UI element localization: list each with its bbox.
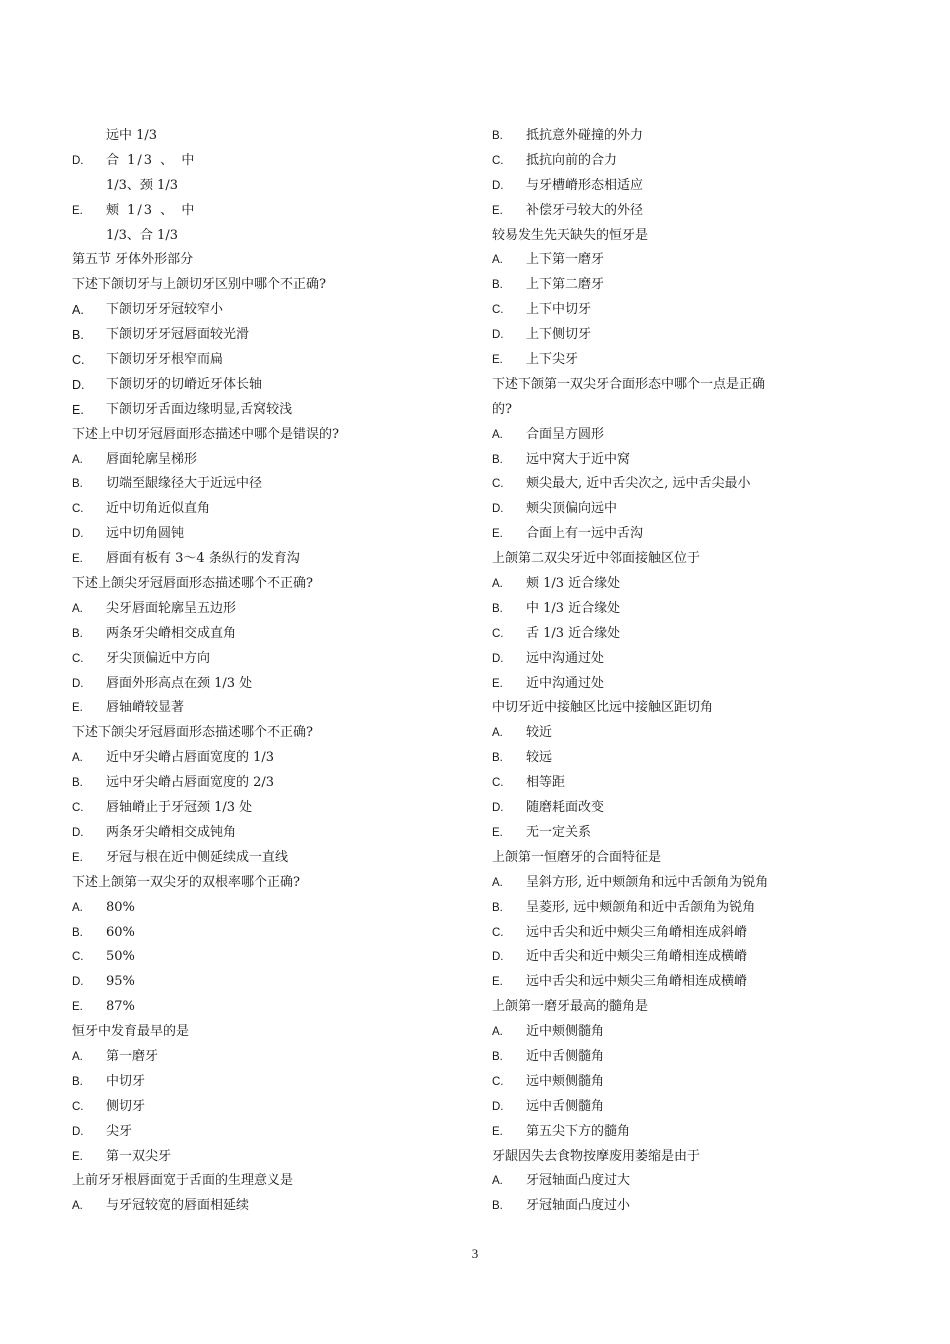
option-text: 较远 [526, 750, 553, 766]
question-text: 下述上颌尖牙冠唇面形态描述哪个不正确? [72, 576, 313, 592]
question-text: 恒牙中发育最早的是 [72, 1024, 190, 1040]
question-text: 中切牙近中接触区比远中接触区距切角 [492, 700, 714, 716]
answer-option [492, 348, 892, 373]
option-text: 下颌切牙牙根窄而扁 [106, 352, 224, 368]
answer-option [492, 149, 892, 174]
option-text: 上下第二磨牙 [526, 277, 605, 293]
answer-option [492, 1020, 892, 1045]
option-letter: E. [492, 1125, 503, 1138]
question-text: 下述上颌第一双尖牙的双根率哪个正确? [72, 874, 300, 890]
option-continuation: 1/3、颈 1/3 [106, 177, 178, 193]
option-letter: D. [492, 503, 504, 516]
answer-option [492, 771, 892, 796]
answer-option [72, 149, 452, 174]
answer-option [72, 348, 452, 373]
answer-option [72, 672, 452, 697]
option-letter: A. [72, 1050, 83, 1063]
answer-option [492, 199, 892, 224]
option-text: 下颌切牙舌面边缘明显,舌窝较浅 [106, 401, 293, 417]
option-letter: E. [492, 204, 503, 217]
answer-option [492, 1045, 892, 1070]
option-letter: B. [492, 602, 503, 615]
answer-option [72, 970, 452, 995]
question-text: 下述下颌尖牙冠唇面形态描述哪个不正确? [72, 725, 313, 741]
option-text: 牙冠轴面凸度过小 [526, 1198, 631, 1214]
answer-option [492, 622, 892, 647]
option-letter: C. [72, 802, 84, 815]
answer-option [492, 871, 892, 896]
answer-option [492, 1070, 892, 1095]
option-letter: A. [72, 453, 83, 466]
option-text: 下颌切牙的切嵴近牙体长轴 [106, 376, 263, 392]
option-letter: C. [492, 154, 504, 167]
answer-option [492, 522, 892, 547]
question-text: 牙龈因失去食物按摩废用萎缩是由于 [492, 1148, 701, 1164]
option-letter: C. [72, 1100, 84, 1113]
option-text: 颊 1/3 、 中 [106, 202, 197, 218]
option-text: 颊尖顶偏向远中 [526, 501, 618, 517]
option-letter: A. [72, 901, 83, 914]
option-letter: D. [492, 179, 504, 192]
option-letter: C. [72, 652, 84, 665]
answer-option [72, 1070, 452, 1095]
option-letter: A. [492, 1026, 503, 1039]
option-text: 中切牙 [106, 1073, 146, 1089]
answer-option [492, 1169, 892, 1194]
option-text: 中 1/3 近合缘处 [526, 600, 621, 616]
option-letter: B. [492, 279, 503, 292]
option-text: 两条牙尖嵴相交成钝角 [106, 824, 237, 840]
option-text: 合 1/3 、 中 [106, 152, 197, 168]
option-letter: A. [492, 578, 503, 591]
option-letter: E. [72, 851, 83, 864]
option-letter: D. [72, 154, 84, 167]
answer-option [72, 746, 452, 771]
answer-option [492, 597, 892, 622]
option-letter: C. [492, 478, 504, 491]
option-text: 抵抗向前的合力 [526, 152, 618, 168]
answer-option [72, 945, 452, 970]
answer-option [72, 1095, 452, 1120]
option-letter: C. [72, 353, 85, 368]
option-text: 牙冠与根在近中侧延续成一直线 [106, 849, 289, 865]
answer-option [72, 497, 452, 522]
option-letter: C. [492, 627, 504, 640]
option-letter: B. [492, 1200, 503, 1213]
option-letter: A. [492, 1175, 503, 1188]
option-letter: B. [72, 478, 83, 491]
option-letter: D. [492, 951, 504, 964]
option-text: 抵抗意外碰撞的外力 [526, 128, 644, 143]
answer-option [492, 497, 892, 522]
option-letter: C. [72, 951, 84, 964]
option-letter: E. [72, 204, 83, 217]
answer-option [72, 1145, 452, 1170]
answer-option [72, 1120, 452, 1145]
answer-option [72, 821, 452, 846]
question-text: 下述下颌切牙与上颌切牙区别中哪个不正确? [72, 277, 326, 293]
answer-option [72, 771, 452, 796]
answer-option [72, 448, 452, 473]
option-text: 50% [106, 949, 135, 965]
option-letter: B. [72, 777, 83, 790]
option-letter: E. [72, 553, 83, 566]
option-letter: A. [72, 1200, 83, 1213]
option-letter: E. [492, 826, 503, 839]
question-text: 第五节 牙体外形部分 [72, 252, 194, 268]
option-text: 下颌切牙牙冠唇面较光滑 [106, 327, 250, 343]
option-text: 牙尖顶偏近中方向 [106, 650, 211, 666]
answer-option [492, 721, 892, 746]
answer-option [72, 647, 452, 672]
option-text: 唇面有板有 3～4 条纵行的发育沟 [106, 551, 300, 567]
question-text: 上颌第一恒磨牙的合面特征是 [492, 849, 662, 865]
option-text: 颊 1/3 近合缘处 [526, 576, 621, 592]
answer-option [492, 896, 892, 921]
answer-option [492, 298, 892, 323]
option-text: 舌 1/3 近合缘处 [526, 625, 621, 641]
option-letter: D. [492, 652, 504, 665]
option-text: 切端至龈缘径大于近远中径 [106, 476, 263, 492]
answer-option [492, 796, 892, 821]
option-text: 近中牙尖嵴占唇面宽度的 1/3 [106, 750, 275, 766]
option-text: 近中舌尖和近中颊尖三角嵴相连成横嵴 [526, 949, 748, 965]
option-letter: C. [492, 1075, 504, 1088]
option-text: 第五尖下方的髓角 [526, 1123, 631, 1139]
option-text: 呈斜方形, 近中颊颌角和远中舌颌角为锐角 [526, 874, 769, 890]
option-letter: A. [492, 727, 503, 740]
answer-option [72, 199, 452, 224]
answer-option [492, 472, 892, 497]
right-column [492, 124, 892, 1219]
option-text: 牙冠轴面凸度过大 [526, 1173, 631, 1189]
option-letter: D. [72, 528, 84, 541]
answer-option [72, 622, 452, 647]
option-text: 尖牙唇面轮廓呈五边形 [106, 600, 237, 616]
option-text: 侧切牙 [106, 1098, 146, 1114]
answer-option [492, 921, 892, 946]
question-text: 上颌第一磨牙最高的髓角是 [492, 999, 649, 1015]
answer-option [492, 672, 892, 697]
option-text: 颊尖最大, 近中舌尖次之, 远中舌尖最小 [526, 476, 751, 492]
option-letter: A. [492, 254, 503, 267]
question-text: 上颌第二双尖牙近中邻面接触区位于 [492, 551, 701, 567]
option-text: 近中颊侧髓角 [526, 1024, 605, 1040]
answer-option [492, 647, 892, 672]
option-continuation: 远中 1/3 [106, 128, 158, 143]
answer-option [492, 124, 892, 149]
answer-option [72, 522, 452, 547]
option-letter: C. [492, 926, 504, 939]
option-letter: A. [492, 428, 503, 441]
option-letter: B. [492, 453, 503, 466]
answer-option [492, 448, 892, 473]
answer-option [72, 921, 452, 946]
option-letter: A. [492, 876, 503, 889]
option-letter: E. [492, 528, 503, 541]
option-letter: D. [72, 976, 84, 989]
answer-option [72, 796, 452, 821]
answer-option [492, 248, 892, 273]
option-letter: D. [492, 802, 504, 815]
answer-option [72, 398, 452, 423]
question-text: 下述下颌第一双尖牙合面形态中哪个一点是正确 [492, 376, 766, 392]
option-letter: B. [492, 901, 503, 914]
answer-option [72, 298, 452, 323]
option-letter: B. [492, 1050, 503, 1063]
option-letter: E. [72, 402, 84, 417]
option-text: 下颌切牙牙冠较窄小 [106, 302, 224, 318]
option-letter: B. [492, 130, 503, 142]
page-number: 3 [471, 1246, 479, 1261]
option-text: 远中颊侧髓角 [526, 1073, 605, 1089]
option-text: 远中舌尖和近中颊尖三角嵴相连成斜嵴 [526, 924, 748, 940]
option-letter: B. [72, 627, 83, 640]
option-text: 上下第一磨牙 [526, 252, 605, 268]
option-text: 唇轴嵴止于牙冠颈 1/3 处 [106, 800, 253, 816]
option-letter: A. [72, 303, 84, 318]
option-letter: D. [72, 677, 84, 690]
option-text: 上下中切牙 [526, 302, 592, 318]
option-text: 尖牙 [106, 1123, 133, 1139]
option-text: 远中沟通过处 [526, 650, 605, 666]
option-letter: D. [492, 1100, 504, 1113]
option-text: 远中舌侧髓角 [526, 1098, 605, 1114]
option-letter: E. [492, 677, 503, 690]
option-continuation: 1/3、合 1/3 [106, 227, 178, 243]
answer-option [492, 1194, 892, 1219]
question-text: 上前牙牙根唇面宽于舌面的生理意义是 [72, 1173, 294, 1189]
answer-option [492, 1120, 892, 1145]
option-text: 上下侧切牙 [526, 327, 592, 343]
option-text: 合面呈方圆形 [526, 426, 605, 442]
question-text: 的? [492, 401, 512, 417]
option-letter: A. [72, 602, 83, 615]
option-text: 唇面外形高点在颈 1/3 处 [106, 675, 253, 691]
option-letter: B. [72, 328, 84, 343]
option-letter: E. [492, 976, 503, 989]
option-text: 远中牙尖嵴占唇面宽度的 2/3 [106, 775, 275, 791]
option-text: 唇面轮廓呈梯形 [106, 451, 198, 467]
answer-option [492, 273, 892, 298]
option-letter: E. [492, 354, 503, 367]
option-letter: D. [72, 377, 85, 392]
option-text: 第一双尖牙 [106, 1148, 172, 1164]
option-text: 远中切角圆钝 [106, 526, 185, 542]
answer-option [492, 323, 892, 348]
answer-option [492, 970, 892, 995]
option-letter: C. [72, 503, 84, 516]
option-text: 第一磨牙 [106, 1048, 159, 1064]
option-text: 补偿牙弓较大的外径 [526, 202, 644, 218]
answer-option [492, 572, 892, 597]
option-text: 近中沟通过处 [526, 675, 605, 691]
answer-option [72, 472, 452, 497]
answer-option [72, 323, 452, 348]
option-text: 与牙冠较宽的唇面相延续 [106, 1198, 250, 1214]
option-text: 随磨耗面改变 [526, 800, 605, 816]
option-text: 与牙槽嵴形态相适应 [526, 177, 644, 193]
option-text: 60% [106, 924, 135, 940]
option-text: 较近 [526, 725, 553, 741]
option-text: 无一定关系 [526, 824, 592, 840]
question-text: 较易发生先天缺失的恒牙是 [492, 227, 649, 243]
question-text: 下述上中切牙冠唇面形态描述中哪个是错误的? [72, 426, 339, 442]
answer-option [492, 1095, 892, 1120]
answer-option [72, 373, 452, 398]
answer-option [492, 821, 892, 846]
answer-option [492, 945, 892, 970]
option-letter: E. [72, 702, 83, 715]
option-letter: D. [72, 1125, 84, 1138]
answer-option [72, 846, 452, 871]
answer-option [492, 423, 892, 448]
option-text: 远中舌尖和远中颊尖三角嵴相连成横嵴 [526, 974, 748, 990]
option-text: 远中窝大于近中窝 [526, 451, 631, 467]
answer-option [72, 896, 452, 921]
option-letter: D. [492, 329, 504, 342]
option-text: 合面上有一远中舌沟 [526, 526, 644, 542]
option-letter: D. [72, 826, 84, 839]
answer-option [72, 547, 452, 572]
option-text: 80% [106, 899, 135, 915]
answer-option [72, 597, 452, 622]
option-text: 呈菱形, 远中颊颌角和近中舌颌角为锐角 [526, 899, 756, 915]
option-text: 唇轴嵴较显著 [106, 700, 185, 716]
option-text: 近中舌侧髓角 [526, 1048, 605, 1064]
option-text: 87% [106, 999, 135, 1015]
option-letter: E. [72, 1150, 83, 1163]
option-text: 近中切角近似直角 [106, 501, 211, 517]
option-letter: B. [72, 1075, 83, 1088]
answer-option [492, 746, 892, 771]
option-letter: B. [492, 752, 503, 765]
option-letter: E. [72, 1001, 83, 1014]
answer-option [492, 174, 892, 199]
option-text: 两条牙尖嵴相交成直角 [106, 625, 237, 641]
option-letter: A. [72, 752, 83, 765]
option-text: 相等距 [526, 775, 566, 791]
option-text: 95% [106, 974, 135, 990]
option-text: 上下尖牙 [526, 352, 579, 368]
option-letter: B. [72, 926, 83, 939]
option-letter: C. [492, 777, 504, 790]
answer-option [72, 1194, 452, 1219]
left-column [72, 124, 452, 1219]
answer-option [72, 995, 452, 1020]
option-letter: C. [492, 304, 504, 317]
answer-option [72, 696, 452, 721]
answer-option [72, 1045, 452, 1070]
